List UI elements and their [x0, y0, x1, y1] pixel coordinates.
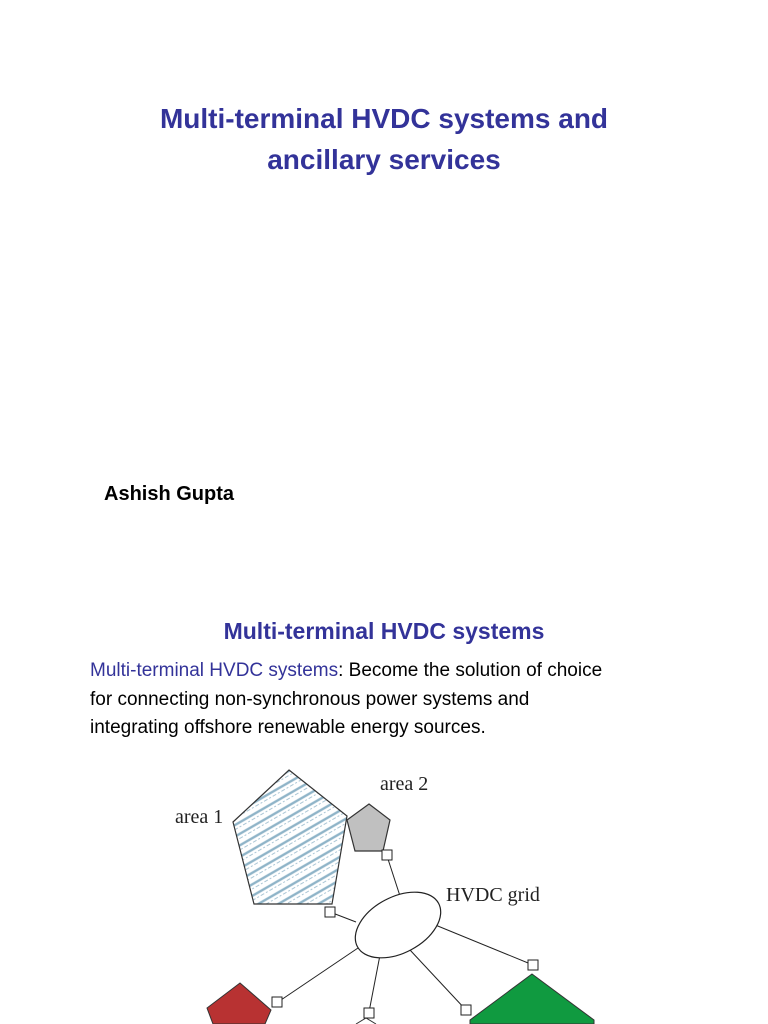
label-area2: area 2 [380, 773, 429, 795]
body-line2: for connecting non-synchronous power systems and [90, 688, 530, 710]
converter-right [461, 1005, 471, 1015]
slide1-title-line2: ancillary services [267, 144, 501, 175]
converter-green [528, 960, 538, 970]
area2-pentagon [347, 804, 390, 851]
body-highlight: Multi-terminal HVDC systems [90, 660, 339, 681]
slide1-title-line1: Multi-terminal HVDC systems and [159, 103, 609, 134]
hvdc-grid-diagram [0, 740, 768, 1024]
body-colon: : [338, 660, 344, 681]
author-name: Ashish Gupta [104, 483, 235, 505]
body-line1-rest: Become the solution of choice [343, 660, 603, 681]
link-area2 [387, 856, 400, 896]
slide1-title [0, 98, 768, 180]
converter-area2 [382, 850, 392, 860]
link-green [428, 922, 533, 965]
label-hvdc-grid: HVDC grid [446, 884, 540, 906]
slide2-title: Multi-terminal HVDC systems [223, 618, 545, 644]
body-line1 [90, 657, 710, 686]
link-right [410, 950, 466, 1010]
converter-bottom [364, 1008, 374, 1018]
converter-red [272, 997, 282, 1007]
link-bottom [369, 955, 380, 1012]
green-area-pentagon [470, 974, 594, 1024]
link-red [278, 948, 358, 1002]
body-line3: integrating offshore renewable energy sources. [90, 717, 486, 738]
converter-area1 [325, 907, 335, 917]
bottom-area-edge [356, 1018, 376, 1024]
red-area-pentagon [207, 983, 271, 1024]
label-area1: area 1 [175, 806, 224, 828]
area1-pentagon [233, 770, 347, 904]
hvdc-grid-ellipse [344, 879, 452, 972]
slide2-body [90, 657, 710, 743]
